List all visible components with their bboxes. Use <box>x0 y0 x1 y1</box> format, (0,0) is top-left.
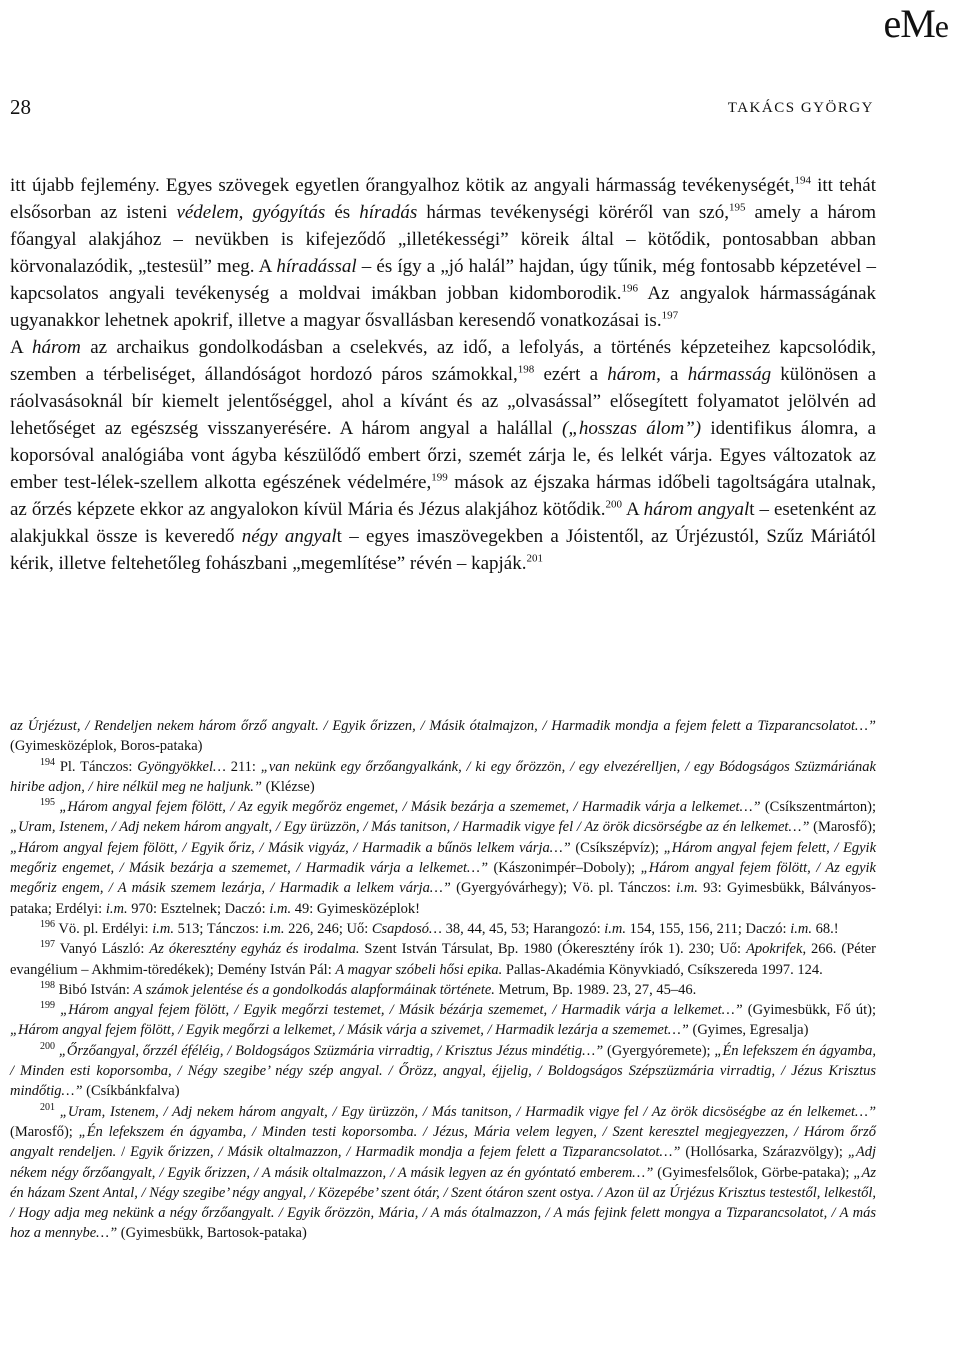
text-run: (Kászonimpér–Doboly); <box>488 860 641 877</box>
footnote-201 <box>10 1102 876 1244</box>
italic-run: híradás <box>359 202 418 223</box>
text-run: 513; Tánczos: <box>173 920 263 937</box>
italic-run: híradással <box>276 256 357 277</box>
text-run: (Gyimesfelsőlok, Görbe-pataka); <box>653 1164 854 1181</box>
text-run: (Hollósarka, Szárazvölgy); <box>680 1144 848 1161</box>
text-run: (Csíkszépvíz); <box>570 839 664 856</box>
logo-letter: e <box>883 1 901 46</box>
italic-run: „Én lefekszem én ágyamba, / Minden esti koporsomba, / Négy szegibe’ négy szép angyal. / Őrözz, angyal, éjjelig, / Boldogságos Szépszüzmária virradtig, / Jézus Krisztus mindőtig…” <box>10 1042 876 1100</box>
italic-run: i.m. <box>604 920 626 937</box>
text-run: Bibó István: <box>55 981 134 998</box>
text-run: (Gyimesbükk, Bartosok-pataka) <box>117 1225 307 1242</box>
italic-run: „Három angyal fejem fölött, / Az egyik megőriz engem, / A másik szemem lezárja, / Harmadik a lelkem várja…” <box>10 860 876 897</box>
text-run: amely a három főangyal alakjához – nevükben is kifejeződő „illetékességi” köreik által – kötődik, pontosabban abban körvonalazódik, „testesül” meg. A <box>10 202 876 277</box>
footnote-ref: 196 <box>621 282 638 295</box>
text-run: t – esetenként az alakjukkal össze is keveredő <box>10 499 877 547</box>
text-run: (Gyimesközéplok, Boros-pataka) <box>10 738 203 755</box>
footnote-continuation <box>10 716 876 757</box>
text-run: 68.! <box>811 920 839 937</box>
text-run: itt tehát elsősorban az isteni <box>10 175 876 223</box>
text-run: (Gyimes, Egresalja) <box>688 1022 809 1039</box>
paragraph <box>10 334 876 577</box>
text-run: A <box>622 499 644 520</box>
footnote-195 <box>10 797 876 919</box>
text-run: 154, 155, 156, 211; Daczó: <box>626 920 791 937</box>
text-run: identifikus álomra, a koporsóval analógiába vont ágyba készülődő embert őrzi, szemét zárja le, és lelkét várja. Egyes változatok az ember test-lélek-szellem alkotta egészének védelmére, <box>10 418 876 493</box>
text-run: és <box>325 202 360 223</box>
text-run: Az angyalok hármasságának ugyanakkor lehetnek apokrif, illetve a magyar ősvallásban keresendő vonatkozásai is. <box>10 283 876 331</box>
footnote-196 <box>10 919 876 939</box>
text-run: 49: Gyimesközéplok! <box>291 900 420 917</box>
italic-run: négy angyal <box>241 526 337 547</box>
italic-run: Apokrifek <box>746 941 803 958</box>
running-head-author: TAKÁCS GYÖRGY <box>727 100 874 116</box>
footnote-ref: 195 <box>728 201 746 214</box>
footnote-ref: 201 <box>526 552 543 565</box>
text-run: , 266. (Péter evangélium – Akhmim-töredékek); Demény István Pál: <box>10 941 876 978</box>
text-run: mások az éjszaka hármas időbeli tagoltságára utalnak, az őrzés képzete ekkor az angyalokon kívül Mária és Jézus alakjához kötődik. <box>10 472 876 520</box>
italic-run: „Három angyal fejem fölött, / Egyik megőrzi testemet, / Másik bézárja szememet, / Harmadik várja a lelkemet…” <box>60 1002 743 1019</box>
italic-run: „Az én házam Szent Antal, / Négy szegibe’ négy angyal, / Közepébe’ szent ótár, / Szent ótáron szent ostya. / Azon ül az Úrjézus Krisztus testestől, lelkestől, / Hogy adja meg nekünk a négy őrzőangyalt. / Egyik őrözzön, Mária, / A más ótalmazzon, / A más fejink felett mongya a Tizparancsolatot, / A más hoz a mennybe…” <box>10 1164 876 1242</box>
text-run: 211: <box>225 758 261 775</box>
italic-run: Az ókeresztény egyház és irodalma. <box>149 941 360 958</box>
text-run: hármas tevékenységi köréről van szó, <box>417 202 729 223</box>
italic-run: „Uram, Istenem, / Adj nekem három angyalt, / Egy ürüzzön, / Más tanitson, / Harmadik vigye fel / Az örök dicsöségbe az én lelkemet…” <box>59 1103 877 1120</box>
text-run: (Gyergyóvárhegy); Vö. pl. Tánczos: <box>450 880 677 897</box>
footnote-ref: 194 <box>40 756 55 768</box>
italic-run: három <box>607 364 657 385</box>
text-run: (Marosfő); <box>809 819 876 836</box>
italic-run: három <box>31 337 81 358</box>
text-run: az archaikus gondolkodásban a cselekvés, az idő, a lefolyás, a történés képzeteihez kapcsolódik, szemben a térbeliséget, állandóságot hordozó páros számokkal, <box>10 337 876 385</box>
text-run: (Marosfő); <box>10 1123 79 1140</box>
italic-run: „Adj nékem négy őrzőangyalt, / Egyik őrizzen, / A másik oltalmazzon, / A másik legyen az én gyóntató emberem…” <box>10 1144 877 1181</box>
footnote-ref: 199 <box>40 1000 55 1012</box>
footnote-ref: 199 <box>431 471 448 484</box>
text-run: különösen a ráolvasásoknál bír kiemelt jelentőséggel, ahol a kívánt és az „olvasással” elősegített folyamatot jelölvén ad lehetőséget az egészség visszanyerésére. A három angyal a halállal <box>10 364 877 439</box>
text-run: / <box>116 1144 131 1161</box>
italic-run: „Három angyal fejem fölött, / Az egyik megőröz engemet, / Másik bezárja a szememet, / Harmadik várja a lelkemet…” <box>59 799 761 816</box>
italic-run: „Három angyal fejem fölött, / Egyik őriz, / Másik vigyáz, / Harmadik a bűnös lelkem várja…” <box>10 839 571 856</box>
text-run: (Gyergyóremete); <box>603 1042 715 1059</box>
footnote-ref: 197 <box>661 309 679 322</box>
text-run: Metrum, Bp. 1989. 23, 27, 45–46. <box>494 981 697 998</box>
text-run: 38, 44, 45, 53; Harangozó: <box>441 920 605 937</box>
footnote-ref: 195 <box>40 797 55 809</box>
footnotes <box>10 716 876 1244</box>
italic-run: „Három angyal fejem felett, / Egyik megőriz engemet, / Másik bezárja a szememet, / Harmadik várja a lelkemet…” <box>10 839 877 877</box>
italic-run: az Úrjézust, / Rendeljen nekem három őrző angyalt. / Egyik őrizzen, / Másik ótalmajzon, / Harmadik mondja a fejem felett a Tizparancsolatot…” <box>10 718 876 734</box>
italic-run: „Őrzőangyal, őrzzél éféléig, / Boldogságos Szüzmária virradtig, / Krisztus Jézus mindétig…” <box>58 1042 604 1059</box>
italic-run: „Uram, Istenem, / Adj nekem három angyalt, / Egy ürüzzön, / Más tanitson, / Harmadik vigye fel / Az örök dicsörségbe az én lelkemet…” <box>10 819 810 836</box>
text-run: Pl. Tánczos: <box>55 758 138 775</box>
text-run: (Csíkszentmárton); <box>760 799 876 816</box>
paragraph <box>10 172 876 334</box>
italic-run: „Három angyal fejem fölött, / Egyik megőrzi a lelkemet, / Másik várja a szivemet, / Harmadik lezárja a szememet…” <box>10 1022 689 1039</box>
text-run: – és így a „jó halál” hajdan, úgy tűnik, még fontosabb képzetével – kapcsolatos angyali tevékenység a moldvai imákban jobban kidomborodik. <box>10 256 876 304</box>
text-run: A <box>10 337 32 358</box>
text-run: (Csíkbánkfalva) <box>82 1083 180 1100</box>
text-run: 970: Esztelnek; Daczó: <box>127 900 270 917</box>
footnote-194 <box>10 757 876 798</box>
footnote-ref: 197 <box>40 939 55 951</box>
text-run: 226, 246; Uő: <box>284 920 372 937</box>
text-run: itt újabb fejlemény. Egyes szövegek egyetlen őrangyalhoz kötik az angyali hármasság tevékenységét, <box>10 175 795 196</box>
italic-run: i.m. <box>152 920 174 937</box>
text-run: , a <box>656 364 688 385</box>
footnote-199 <box>10 1000 876 1041</box>
italic-run: i.m. <box>262 920 285 937</box>
footnote-ref: 200 <box>40 1040 55 1052</box>
footnote-ref: 194 <box>794 174 812 187</box>
italic-run: hármasság <box>687 364 772 385</box>
text-run: Vanyó László: <box>55 941 150 958</box>
text-run: (Gyimesbükk, Fő út); <box>742 1002 877 1019</box>
text-run: Pallas-Akadémia Könyvkiadó, Csíkszereda 1997. 124. <box>502 961 823 978</box>
italic-run: i.m. <box>676 880 698 897</box>
italic-run: Gyöngyökkel… <box>137 758 226 775</box>
text-run: (Klézse) <box>261 778 315 795</box>
footnote-198 <box>10 980 876 1000</box>
italic-run: i.m. <box>790 920 812 937</box>
italic-run: i.m. <box>105 900 128 917</box>
footnote-ref: 196 <box>40 919 55 931</box>
italic-run: három angyal <box>643 499 750 520</box>
logo-letter: e <box>934 8 948 44</box>
italic-run: („hosszas álom”) <box>562 418 702 439</box>
text-run: ezért a <box>534 364 608 385</box>
main-text <box>10 172 876 577</box>
italic-run: védelem, gyógyítás <box>176 202 326 223</box>
page-number: 28 <box>10 95 31 119</box>
text-run: 93: Gyimesbükk, Bálványos-pataka; Erdélyi: <box>10 880 876 917</box>
footnote-200 <box>10 1041 876 1102</box>
italic-run: „Én lefekszem én ágyamba, / Minden testi koporsomba. / Jézus, Mária velem legyen, / Szent keresztel megjegyezzen, / Három őrző angyalt rendeljen. <box>10 1123 876 1161</box>
footnote-ref: 200 <box>605 498 623 511</box>
journal-logo <box>883 2 948 48</box>
italic-run: i.m. <box>269 900 292 917</box>
italic-run: Csapdosó… <box>371 920 442 937</box>
footnote-ref: 201 <box>40 1101 55 1113</box>
footnote-197 <box>10 939 876 980</box>
text-run: Vö. pl. Erdélyi: <box>55 920 153 937</box>
text-run: t – egyes imaszövegekben a Jóistentől, az Úrjézustól, Szűz Máriától kérik, illetve feltehetőleg fohászbani „megemlítése” révén – kapják. <box>10 526 877 574</box>
text-run: Szent István Társulat, Bp. 1980 (Ókeresztény írók 1). 230; Uő: <box>359 941 747 958</box>
italic-run: A számok jelentése és a gondolkodás alapformáinak története. <box>133 981 495 998</box>
footnote-ref: 198 <box>40 980 55 992</box>
logo-letter: M <box>900 1 935 46</box>
footnote-ref: 198 <box>517 363 535 376</box>
italic-run: A magyar szóbeli hősi epika. <box>335 961 503 978</box>
italic-run: „van nekünk egy őrzőangyalkánk, / ki egy őrözzön, / egy elvezérelljen, / egy Bódogságos Szüzmáriának hiribe adjon, / hire nélkül meg ne haljunk.” <box>10 758 876 795</box>
italic-run: Egyik őrizzen, / Másik oltalmazzon, / Harmadik mondja a fejem felett a Tizparancsolatot…” <box>130 1144 681 1161</box>
